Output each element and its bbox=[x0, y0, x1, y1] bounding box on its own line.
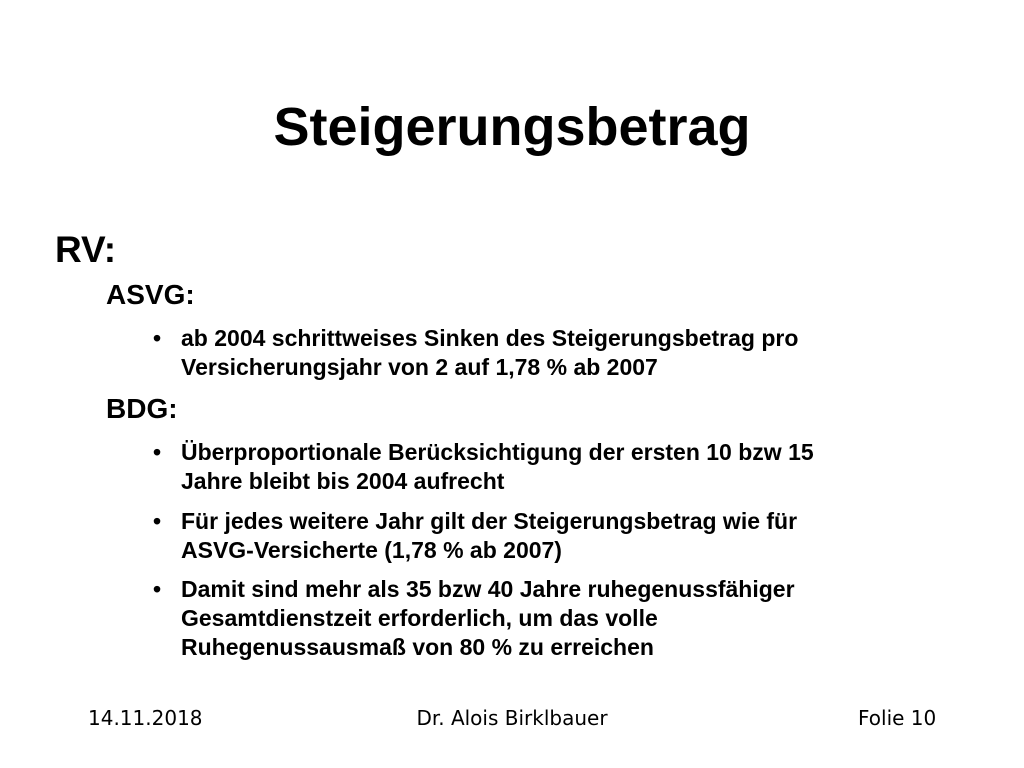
bullet-text: Überproportionale Berücksichtigung der ersten 10 bzw 15 Jahre bleibt bis 2004 aufrecht bbox=[181, 439, 814, 494]
section-rv-heading: RV: bbox=[55, 229, 117, 270]
bullet-dot-icon: • bbox=[153, 439, 162, 465]
footer-author: Dr. Alois Birklbauer bbox=[416, 706, 608, 730]
bullet-text: Damit sind mehr als 35 bzw 40 Jahre ruhegenussfähiger Gesamtdienstzeit erforderlich, um das volle Ruhegenussausmaß von 80 % zu erreichen bbox=[181, 576, 795, 660]
slide-title: Steigerungsbetrag bbox=[273, 97, 751, 157]
bullet-text: ab 2004 schrittweises Sinken des Steigerungsbetrag pro Versicherungsjahr von 2 auf 1,78 % ab 2007 bbox=[181, 325, 799, 380]
asvg-heading: ASVG: bbox=[106, 279, 195, 310]
footer-date: 14.11.2018 bbox=[88, 706, 203, 730]
bullet-text: Für jedes weitere Jahr gilt der Steigerungsbetrag wie für ASVG-Versicherte (1,78 % ab 2007) bbox=[181, 508, 798, 563]
bullet-dot-icon: • bbox=[153, 325, 162, 351]
bullet-dot-icon: • bbox=[153, 508, 162, 534]
bullet-item bbox=[153, 324, 983, 382]
bdg-heading: BDG: bbox=[106, 393, 178, 424]
bullet-item bbox=[153, 575, 983, 662]
bullet-dot-icon: • bbox=[153, 576, 162, 602]
footer-slide-number: Folie 10 bbox=[858, 706, 937, 730]
bullet-item bbox=[153, 438, 983, 496]
bullet-item bbox=[153, 507, 983, 565]
